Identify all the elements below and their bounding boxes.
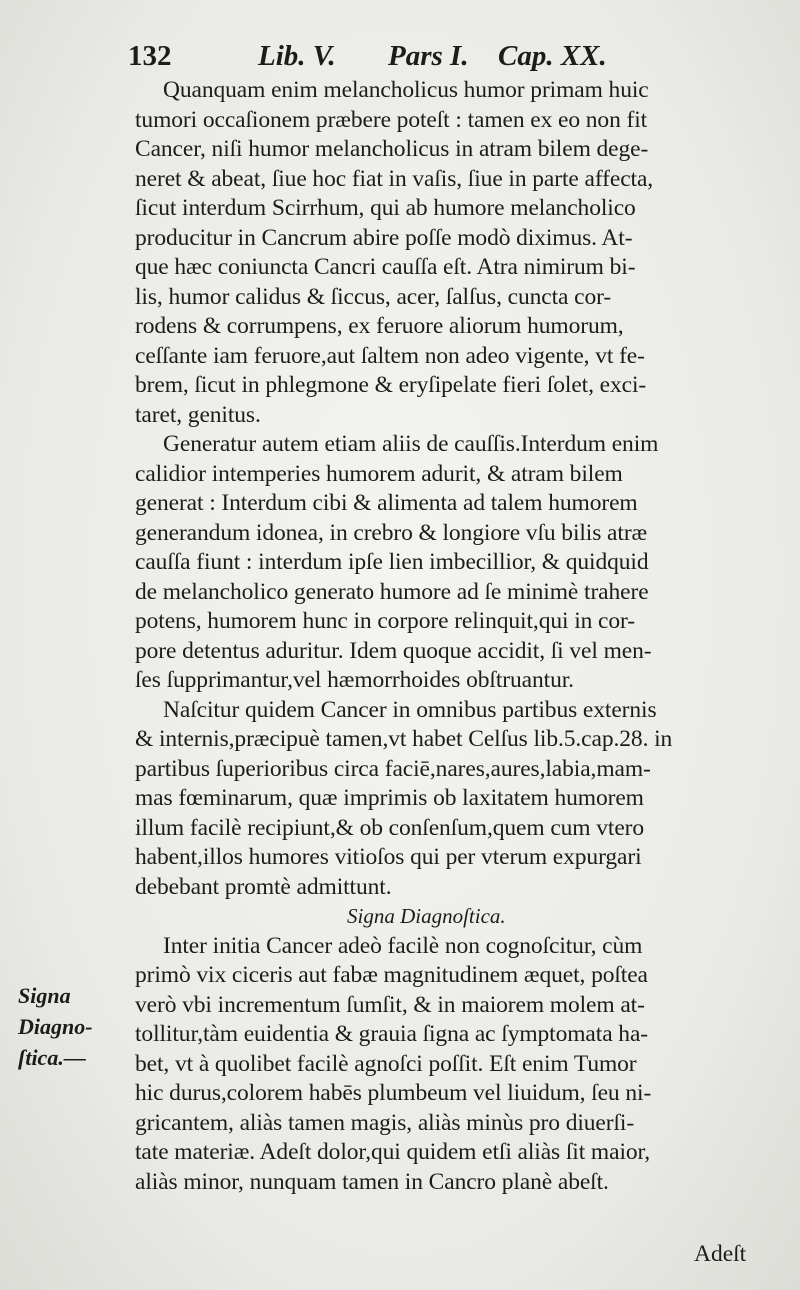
text-line: mas fœminarum, quæ imprimis ob laxitatem humorem: [135, 785, 644, 811]
text-line: ceſſante iam feruore,aut ſaltem non adeo vigente, vt fe-: [135, 342, 645, 369]
text-line: Generatur autem etiam aliis de cauſſis.Interdum enim: [163, 431, 659, 457]
catchword: Adeſt: [694, 1241, 747, 1267]
text-line: bet, vt à quolibet facilè agnoſci poſſit. Eſt enim Tumor: [135, 1050, 637, 1077]
text-line: primò vix ciceris aut fabæ magnitudinem æquet, poſtea: [135, 962, 648, 988]
text-line: & internis,præcipuè tamen,vt habet Celſus lib.5.cap.28. in: [135, 726, 673, 752]
text-line: tollitur,tàm euidentia & grauia ſigna ac ſymptomata ha-: [135, 1021, 649, 1047]
text-line: brem, ſicut in phlegmone & eryſipelate fieri ſolet, exci-: [135, 372, 647, 398]
text-line: potens, humorem hunc in corpore relinquit,qui in cor-: [135, 608, 636, 634]
text-line: aliàs minor, nunquam tamen in Cancro planè abeſt.: [135, 1168, 609, 1195]
text-line: generandum idonea, in crebro & longiore vſu bilis atræ: [135, 519, 648, 546]
page-number: 132: [128, 40, 172, 72]
section-heading: Signa Diagnoſtica.: [347, 904, 506, 928]
text-line: generat : Interdum cibi & alimenta ad talem humorem: [135, 490, 638, 516]
header-chapter: Cap. XX.: [498, 40, 607, 72]
text-line: tumori occaſionem præbere poteſt : tamen ex eo non fit: [135, 106, 648, 133]
text-line: ſicut interdum Scirrhum, qui ab humore melancholico: [135, 195, 636, 221]
text-line: que hæc coniuncta Cancri cauſſa eſt. Atra nimirum bi-: [135, 254, 636, 280]
text-line: illum facilè recipiunt,& ob conſenſum,quem cum vtero: [135, 814, 645, 841]
text-line: Naſcitur quidem Cancer in omnibus partibus externis: [163, 696, 657, 723]
text-line: debebant promtè admittunt.: [135, 873, 392, 900]
text-line: pore detentus aduritur. Idem quoque accidit, ſi vel men-: [135, 637, 652, 664]
text-line: rodens & corrumpens, ex feruore aliorum humorum,: [135, 313, 624, 339]
margin-note-line: Signa: [18, 983, 71, 1008]
text-line: gricantem, aliàs tamen magis, aliàs minùs pro diuerſi-: [135, 1109, 635, 1136]
text-line: habent,illos humores vitioſos qui per vterum expurgari: [135, 844, 642, 870]
text-line: Quanquam enim melancholicus humor primam huic: [163, 77, 649, 103]
text-line: hic durus,colorem habēs plumbeum vel liuidum, ſeu ni-: [135, 1080, 652, 1106]
text-line: de melancholico generato humore ad ſe minimè trahere: [135, 578, 649, 605]
margin-note-line: Diagno-: [18, 1014, 93, 1039]
text-line: neret & abeat, ſiue hoc fiat in vaſis, ſiue in parte affecta,: [135, 165, 654, 192]
header-book: Lib. V.: [258, 40, 336, 72]
text-line: taret, genitus.: [135, 401, 261, 428]
margin-note: [18, 980, 118, 1073]
text-line: ſes ſupprimantur,vel hæmorrhoides obſtruantur.: [135, 667, 574, 693]
running-header: [118, 38, 758, 74]
text-line: partibus ſuperioribus circa faciē,nares,aures,labia,mam-: [135, 755, 651, 782]
text-line: Inter initia Cancer adeò facilè non cognoſcitur, cùm: [163, 932, 643, 959]
text-line: calidior intemperies humorem adurit, & atram bilem: [135, 460, 623, 487]
text-body: [135, 76, 765, 1197]
header-part: Pars I.: [388, 40, 469, 72]
text-line: lis, humor calidus & ſiccus, acer, ſalſus, cuncta cor-: [135, 283, 612, 310]
text-line: producitur in Cancrum abire poſſe modò diximus. At-: [135, 224, 633, 251]
margin-note-line: ſtica.—: [18, 1045, 86, 1070]
text-line: cauſſa fiunt : interdum ipſe lien imbecillior, & quidquid: [135, 549, 649, 575]
text-line: verò vbi incrementum ſumſit, & in maiorem molem at-: [135, 991, 645, 1018]
text-line: tate materiæ. Adeſt dolor,qui quidem etſi aliàs ſit maior,: [135, 1139, 651, 1165]
text-line: Cancer, niſi humor melancholicus in atram bilem dege-: [135, 136, 649, 162]
